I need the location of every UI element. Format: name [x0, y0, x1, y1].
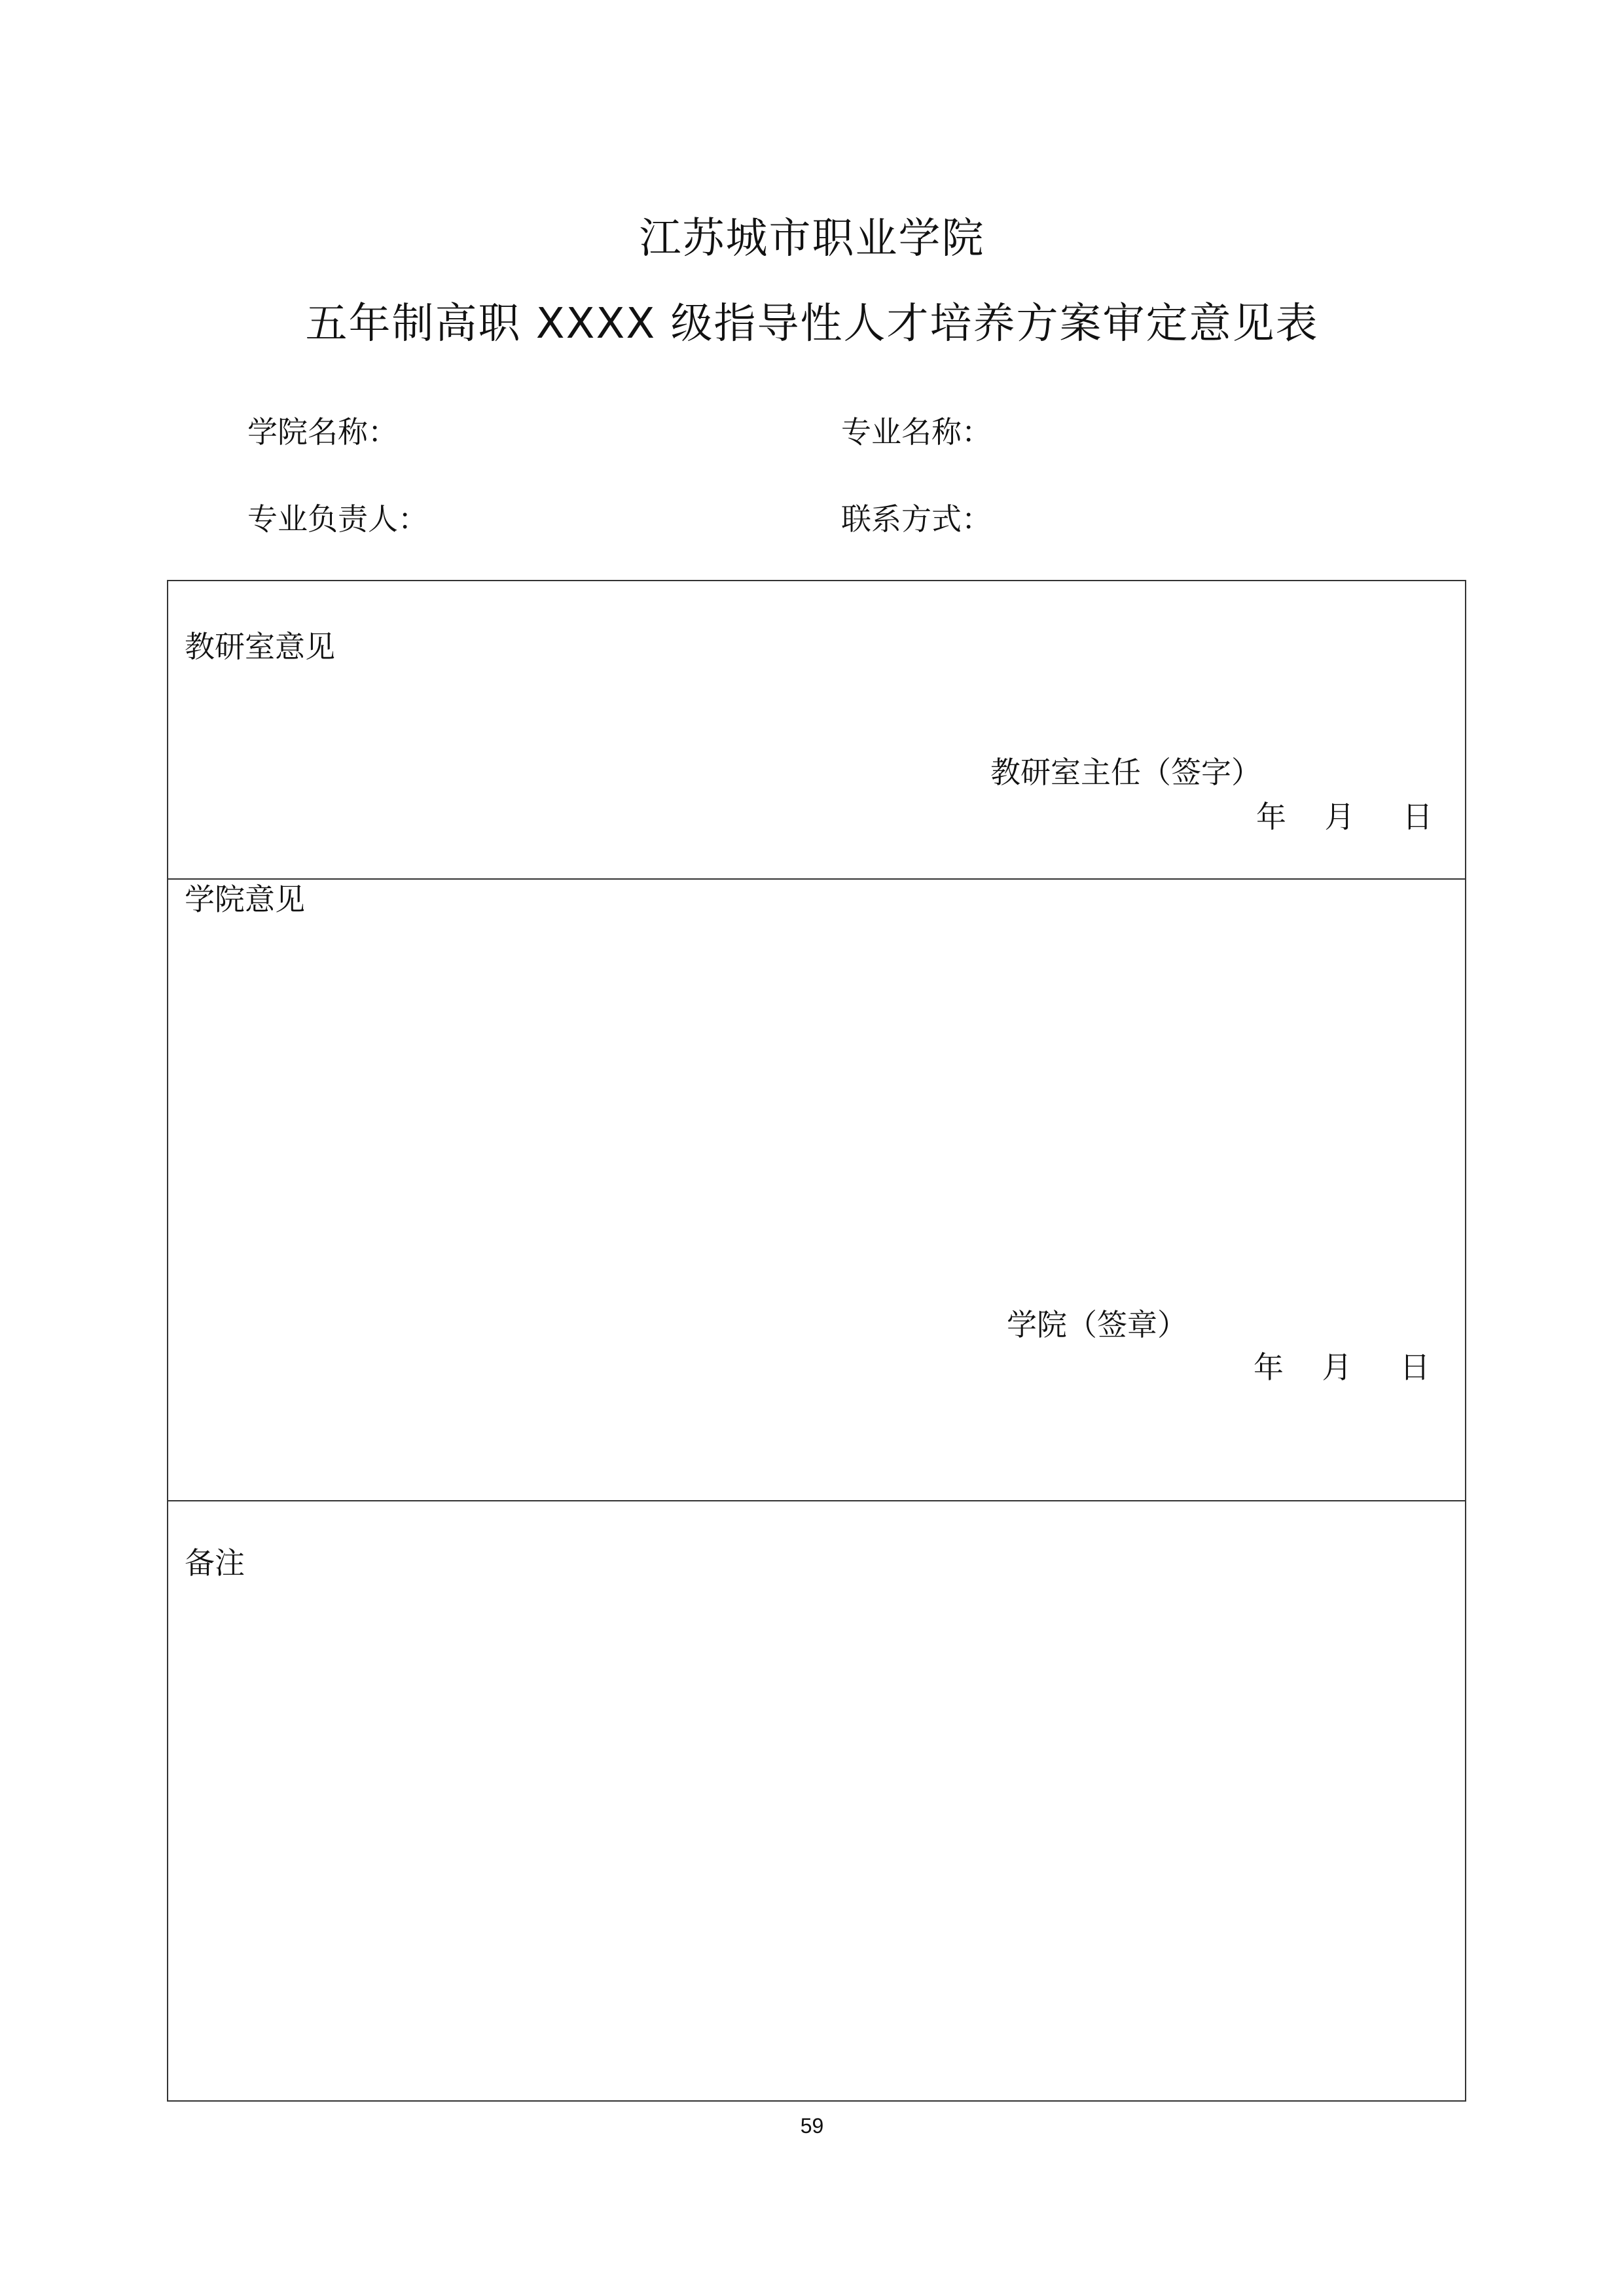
page-number: 59 [800, 2114, 824, 2138]
college-opinion-label: 学院意见 [185, 882, 305, 917]
remarks-label: 备注 [185, 1545, 245, 1581]
college-seal-signature: 学院（签章） [1007, 1307, 1187, 1342]
teaching-office-date: 年 月 日 [1256, 799, 1433, 834]
review-form-table [167, 580, 1466, 2102]
major-leader-field[interactable]: 专业负责人： [247, 501, 428, 537]
teaching-office-opinion-label: 教研室意见 [185, 629, 335, 664]
college-name-field[interactable]: 学院名称： [247, 414, 398, 450]
form-title: 五年制高职 XXXX 级指导性人才培养方案审定意见表 [305, 300, 1319, 348]
college-date: 年 月 日 [1254, 1350, 1430, 1385]
contact-field[interactable]: 联系方式： [841, 501, 992, 537]
teaching-office-director-signature: 教研室主任（签字） [990, 755, 1261, 790]
remarks-section[interactable] [168, 1501, 1465, 2102]
major-name-field[interactable]: 专业名称： [841, 414, 992, 450]
college-opinion-section[interactable] [168, 880, 1465, 1501]
institution-title: 江苏城市职业学院 [639, 215, 985, 263]
teaching-office-opinion-section[interactable] [168, 581, 1465, 880]
